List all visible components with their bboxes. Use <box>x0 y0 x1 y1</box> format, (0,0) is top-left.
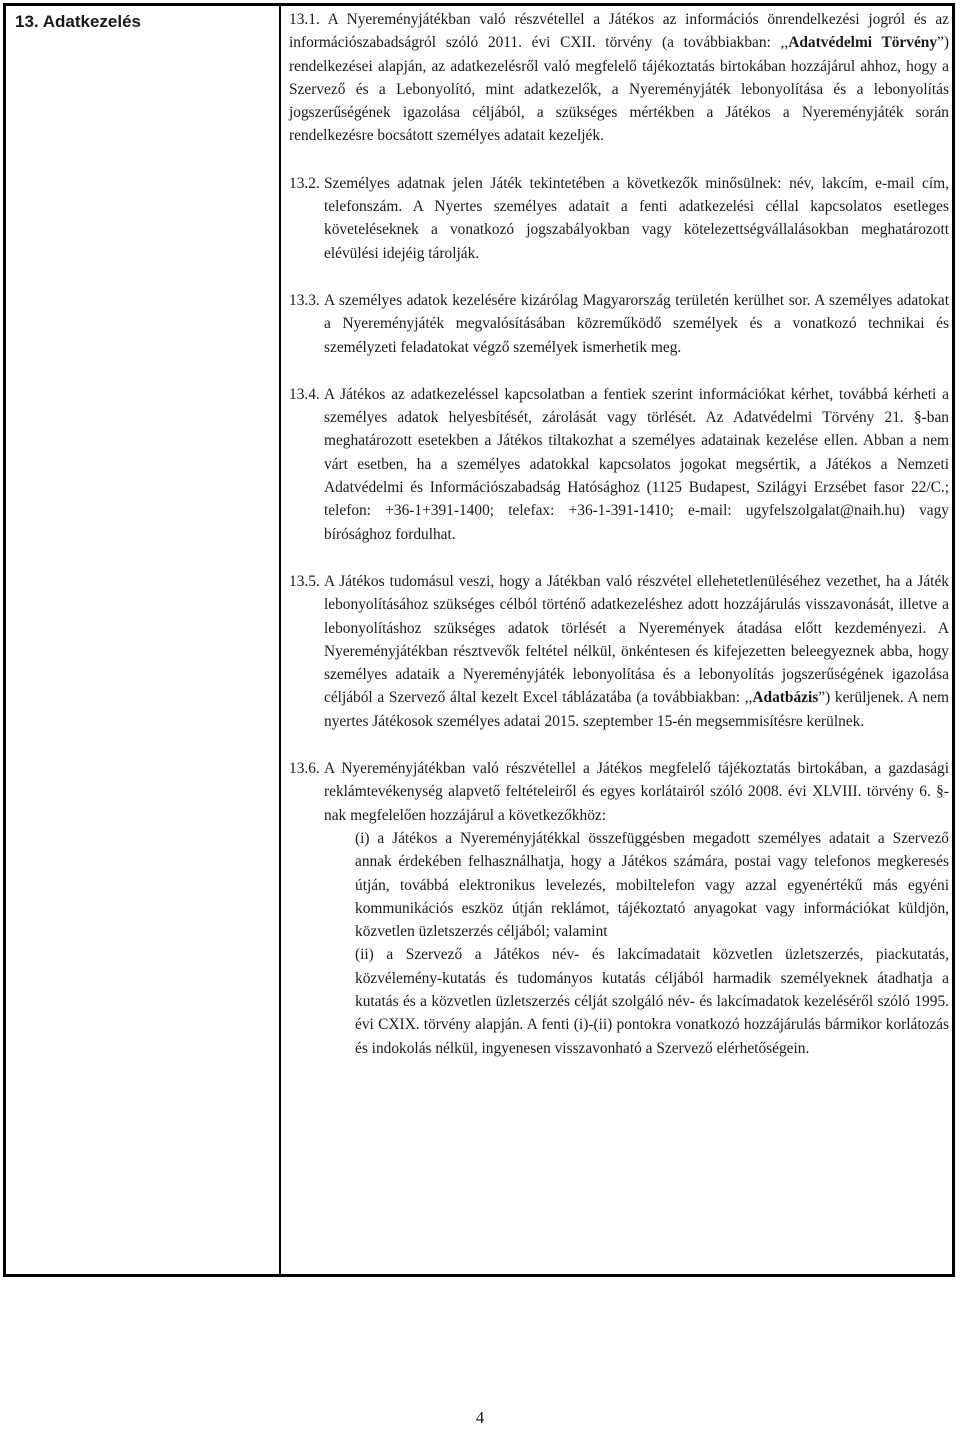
document-table <box>3 3 955 1277</box>
paragraph-text: A személyes adatok kezelésére kizárólag Magyarország területén kerülhet sor. A személyes adatokat a Nyereményjáték megvalósításában közreműködő személyek és a vonatkozó technikai és személyzeti feladatokat végző személyek ismerhetik meg. <box>324 291 949 356</box>
consent-list <box>289 827 949 1060</box>
section-content <box>289 8 949 1060</box>
paragraph-text-start: A Játékos tudomásul veszi, hogy a Játékban való részvétel ellehetetlenüléséhez vezethet, ha a Játék lebonyolításához szükséges célból történő adatkezeléshez adott hozzájárulás visszavonását, illetve a lebonyolításhoz szükséges adatok törlését a Nyeremények átadása előtt kezdeményezi. A Nyereményjátékban résztvevők feltétel nélkül, önkéntesen és kifejezetten beleegyeznek abba, hogy személyes adataik a Nyereményjáték lebonyolítása és a lebonyolítás jogszerűségének igazolása céljából a Szervező által kezelt Excel táblázatába (a továbbiakban: ,, <box>324 572 949 707</box>
paragraph-13-6 <box>289 757 949 1060</box>
paragraph-13-4 <box>289 383 949 546</box>
page-number: 4 <box>475 1408 485 1427</box>
paragraph-text: A Nyereményjátékban való részvétellel a Játékos megfelelő tájékoztatás birtokában, a gazdasági reklámtevékenység alapvető feltételeiről és egyes korlátairól szóló 2008. évi XLVIII. törvény 6. §-nak megfelelően hozzájárul a következőkhöz: <box>324 760 949 824</box>
paragraph-number: 13.3. <box>289 291 320 309</box>
paragraph-number: 13.5. <box>289 572 320 590</box>
consent-list-item: (ii) a Szervező a Játékos név- és lakcímadatait közvetlen üzletszerzés, piackutatás, közvélemény-kutatás és tudományos kutatás céljából harmadik személyeknek átadhatja a kutatás és a közvetlen üzletszerzés célját szolgáló név- és lakcímadatok kezeléséről szóló 1995. évi CXIX. törvény alapján. A fenti (i)-(ii) pontokra vonatkozó hozzájárulás bármikor korlátozás és indokolás nélkül, ingyenesen visszavonható a Szervező elérhetőségein. <box>355 946 949 1057</box>
paragraph-text: A Játékos az adatkezeléssel kapcsolatban a fentiek szerint információkat kérhet, továbbá kérheti a személyes adatok helyesbítését, zárolását vagy törlését. Az Adatvédelmi Törvény 21. §-ban meghatározott esetekben a Játékos tiltakozhat a személyes adatainak kezelése ellen. Abban a nem várt esetben, ha a személyes adatokkal kapcsolatos jogokat megsértik, a Játékos a Nemzeti Adatvédelmi és Információszabadság Hatósághoz (1125 Budapest, Szilágyi Erzsébet fasor 22/C.; telefon: +36-1+391-1400; telefax: +36-1-391-1410; e-mail: ugyfelszolgalat@naih.hu) vagy bírósághoz fordulhat. <box>324 385 949 543</box>
defined-term-adatvedelmi-torveny: Adatvédelmi Törvény <box>788 34 938 52</box>
paragraph-number: 13.1. <box>289 11 320 28</box>
defined-term-adatbazis: Adatbázis <box>752 689 819 707</box>
paragraph-text-start: A Nyereményjátékban való részvétellel a Játékos az információs önrendelkezési jogról és az információszabadságról szóló 2011. évi CXII. törvény (a továbbiakban: ,, <box>289 11 950 52</box>
paragraph-text-end: ”) kerüljenek. A nem nyertes Játékosok személyes adatai 2015. szeptember 15-én megsemmisítésre kerülnek. <box>324 689 949 730</box>
paragraph-13-1 <box>289 8 949 148</box>
paragraph-number: 13.2. <box>289 174 320 192</box>
paragraph-13-5 <box>289 570 949 733</box>
consent-list-item: (i) a Játékos a Nyereményjátékkal összefüggésben megadott személyes adatait a Szervező annak érdekében felhasználhatja, hogy a Játékos számára, postai vagy telefonos megkeresés útján, továbbá elektronikus levelezés, mobiltelefon vagy azzal egyenértékű más egyéni kommunikációs eszköz útján reklámot, tájékoztató anyagokat vagy információkat küldjön, közvetlen üzletszerzés céljából; valamint <box>355 829 949 941</box>
paragraph-13-3 <box>289 289 949 359</box>
section-title: 13. Adatkezelés <box>15 12 141 31</box>
paragraph-13-2 <box>289 172 949 265</box>
paragraph-text-end: ”) rendelkezései alapján, az adatkezelésről való megfelelő tájékoztatás birtokában hozzájárul ahhoz, hogy a Szervező és a Lebonyolító, mint adatkezelők, a Nyereményjáték lebonyolítása és a lebonyolítás jogszerűségének igazolása céljából, a szükséges mértékben a Játékos a Nyereményjáték során rendelkezésre bocsátott személyes adatait kezeljék. <box>289 34 949 145</box>
column-divider <box>279 6 281 1274</box>
paragraph-number: 13.4. <box>289 385 320 403</box>
paragraph-text: Személyes adatnak jelen Játék tekintetében a következők minősülnek: név, lakcím, e-mail cím, telefonszám. A Nyertes személyes adatait a fenti adatkezelési céllal kapcsolatos esetleges követeléseknek a vonatkozó jogszabályokban vagy kötelezettségvállalásokban meghatározott elévülési idejéig tárolják. <box>324 174 949 262</box>
paragraph-number: 13.6. <box>289 760 320 778</box>
